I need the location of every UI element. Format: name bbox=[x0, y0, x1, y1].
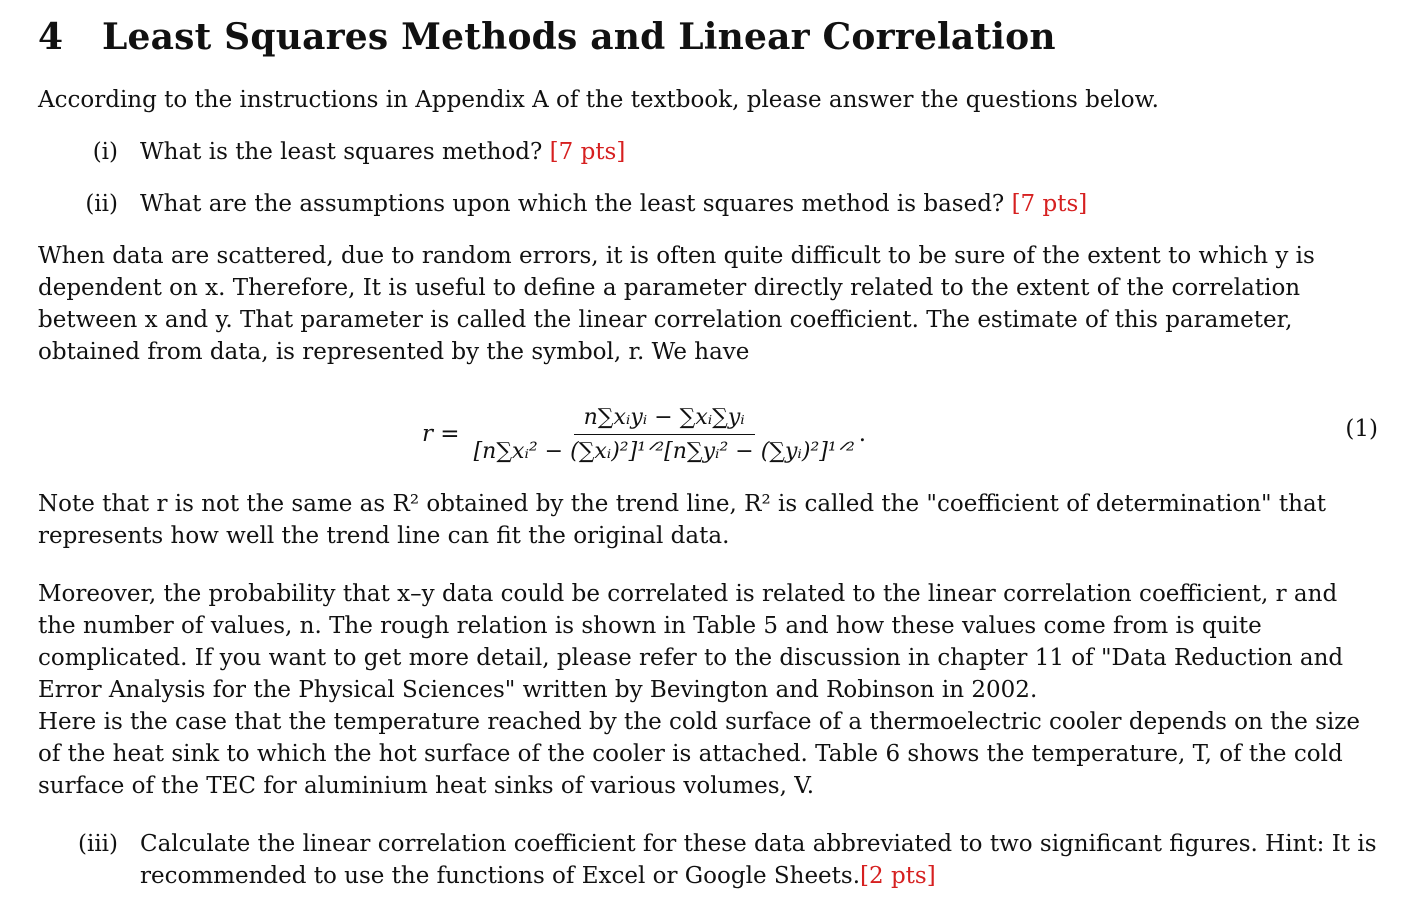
question-item bbox=[38, 188, 1378, 220]
equation-fraction bbox=[474, 405, 855, 464]
question-label: (ii) bbox=[85, 191, 118, 217]
question-label: (iii) bbox=[77, 831, 118, 857]
question-points: [7 pts] bbox=[549, 139, 626, 165]
question-body: What is the least squares method? bbox=[140, 139, 543, 165]
question-text bbox=[140, 828, 1378, 892]
equation-terminator: . bbox=[858, 421, 867, 447]
section-heading bbox=[38, 12, 1378, 62]
question-item bbox=[38, 136, 1378, 168]
question-text bbox=[140, 188, 1087, 220]
question-body: Calculate the linear correlation coefficient for these data abbreviated to two significant figures. Hint: It is recommended to use the functions of Excel or Google Sheets. bbox=[140, 831, 1377, 889]
question-points: [7 pts] bbox=[1011, 191, 1088, 217]
paragraph-tec-case: Here is the case that the temperature reached by the cold surface of a thermoelectric cooler depends on the size of the heat sink to which the hot surface of the cooler is attached. Table 6 shows the temperature, T, of the cold surface of the TEC for aluminium heat sinks of various volumes, V. bbox=[38, 709, 1361, 799]
intro-text: According to the instructions in Appendix A of the textbook, please answer the questions below. bbox=[38, 87, 1159, 113]
section-number: 4 bbox=[38, 16, 64, 58]
equation-number: (1) bbox=[1345, 416, 1378, 442]
note-paragraph: Note that r is not the same as R² obtained by the trend line, R² is called the "coefficient of determination" that represents how well the trend line can fit the original data. bbox=[38, 491, 1326, 549]
paragraph-probability: Moreover, the probability that x–y data could be correlated is related to the linear correlation coefficient, r and the number of values, n. The rough relation is shown in Table 5 and how these values come from is quite complicated. If you want to get more detail, please refer to the discussion in chapter 11 of "Data Reduction and Error Analysis for the Physical Sciences" written by Bevington and Robinson in 2002. bbox=[38, 581, 1344, 703]
question-points: [2 pts] bbox=[860, 863, 936, 889]
equation-lhs: r = bbox=[422, 421, 460, 447]
question-label: (i) bbox=[92, 139, 118, 165]
question-body: What are the assumptions upon which the least squares method is based? bbox=[140, 191, 1005, 217]
paragraph-correlation-intro: When data are scattered, due to random errors, it is often quite difficult to be sure of the extent to which y is dependent on x. Therefore, It is useful to define a parameter directly related to the extent of the correlation between x and y. That parameter is called the linear correlation coefficient. The estimate of this parameter, obtained from data, is represented by the symbol, r. We have bbox=[38, 243, 1315, 365]
question-list bbox=[38, 136, 1378, 220]
equation-numerator: n∑xᵢyᵢ − ∑xᵢ∑yᵢ bbox=[574, 405, 755, 435]
equation-block bbox=[38, 388, 1378, 480]
question-text bbox=[140, 136, 625, 168]
section-title: Least Squares Methods and Linear Correlation bbox=[102, 16, 1056, 58]
equation-denominator: [n∑xᵢ² − (∑xᵢ)²]¹ᐟ²[n∑yᵢ² − (∑yᵢ)²]¹ᐟ² bbox=[473, 438, 855, 464]
equation-body bbox=[422, 388, 866, 480]
question-item-iii bbox=[38, 828, 1378, 892]
document-page bbox=[38, 12, 1378, 892]
